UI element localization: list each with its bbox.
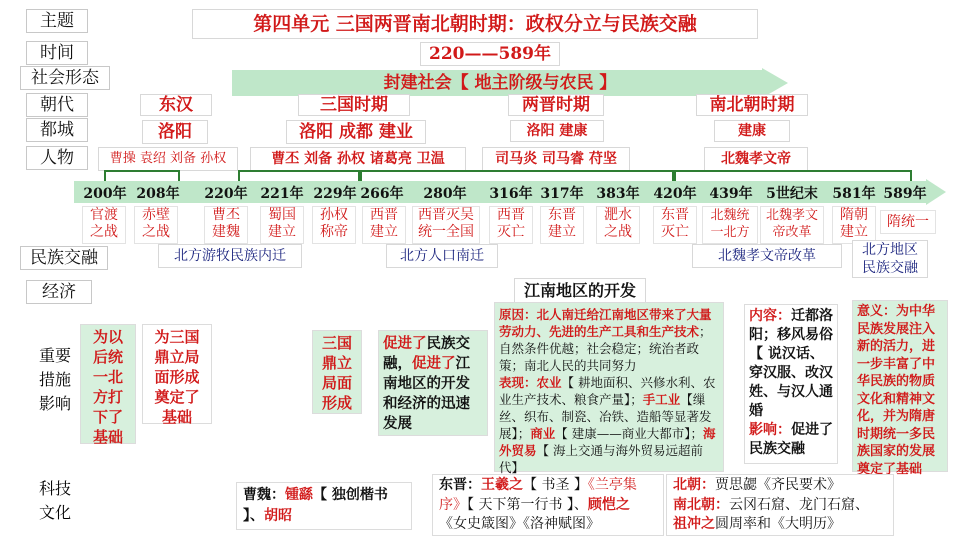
year-208: 208年 xyxy=(136,186,180,202)
zcz: 祖冲之 xyxy=(673,516,715,532)
event-guandu: 官渡 之战 xyxy=(82,206,126,244)
wei-name: 锺繇 xyxy=(285,487,313,503)
event-xiaowen-reform: 北魏孝文 帝改革 xyxy=(760,206,824,244)
dynasty-two-jin: 两晋时期 xyxy=(508,94,604,116)
year-420: 420年 xyxy=(653,186,697,202)
label-dynasty: 朝代 xyxy=(26,93,88,117)
sea-trade-label: 海外贸易 xyxy=(499,426,716,458)
commerce-desc: 【 建康——商业大都市】； xyxy=(555,426,704,441)
ethnic-north-fusion: 北方地区 民族交融 xyxy=(852,240,928,278)
year-383: 383年 xyxy=(596,186,640,202)
wxz-work: 【 书圣 】 xyxy=(523,477,588,493)
year-266: 266年 xyxy=(360,186,404,202)
m5-label1: 内容： xyxy=(749,308,791,324)
m4-d: 江南地区的开发和经济的迅速发展 xyxy=(383,355,470,432)
label-time: 时间 xyxy=(26,41,88,65)
label-topic: 主题 xyxy=(26,9,88,33)
south-label: 南北朝： xyxy=(673,496,729,513)
lanting: 《兰亭集序》 xyxy=(439,477,637,513)
south-text1: 云冈石窟、龙门石窟、 xyxy=(729,496,869,513)
m5-text2: 促进了民族交融 xyxy=(749,422,833,457)
measure-migration xyxy=(378,330,488,436)
time-range: 220——589年 xyxy=(420,42,560,66)
year-200: 200年 xyxy=(83,186,127,202)
event-shu: 蜀国 建立 xyxy=(260,206,304,244)
people-eastern-han: 曹操 袁绍 刘备 孙权 xyxy=(98,147,238,171)
north-text: 贾思勰《齐民要术》 xyxy=(715,477,841,493)
m6-text: 为中华民族发展注入新的活力，进一步丰富了中华民族的物质文化和精神文化，并为隋唐时期统一多民族国家的发展奠定了基础 xyxy=(857,304,936,477)
dynasty-three-kingdoms: 三国时期 xyxy=(298,94,410,116)
reason-red: 北人南迁给江南地区带来了大量劳动力、先进的生产工具和生产技术 xyxy=(499,307,712,339)
zcz-text: 圆周率和《大明历》 xyxy=(715,516,841,532)
capital-northern-southern: 建康 xyxy=(714,120,790,142)
capital-eastern-han: 洛阳 xyxy=(142,120,208,144)
year-280: 280年 xyxy=(423,186,467,202)
economy-title: 江南地区的开发 xyxy=(514,278,646,304)
m4-a: 促进了 xyxy=(383,335,427,352)
m4-c: 促进了 xyxy=(412,355,456,372)
page-title: 第四单元 三国两晋南北朝时期：政权分立与民族交融 xyxy=(192,9,758,39)
measure-guandu: 为以 后统 一北 方打 下了 基础 xyxy=(80,324,136,444)
craft-label: 手工业 xyxy=(642,392,681,407)
people-northern-southern: 北魏孝文帝 xyxy=(704,147,808,171)
society-form: 封建社会【 地主阶级与农民 】 xyxy=(383,73,617,93)
event-wei-unify-north: 北魏统 一北方 xyxy=(702,206,758,244)
m5-text1: 迁都洛阳；移风易俗【 说汉话、穿汉服、改汉姓、与汉人通婚 xyxy=(749,308,833,419)
m5-label2: 影响： xyxy=(749,422,791,438)
year-220: 220年 xyxy=(204,186,248,202)
measure-significance xyxy=(852,300,948,477)
ethnic-nomad-migration: 北方游牧民族内迁 xyxy=(158,244,302,268)
year-221: 221年 xyxy=(260,186,304,202)
people-three-kingdoms: 曹丕 刘备 孙权 诸葛亮 卫温 xyxy=(250,147,466,171)
science-jin xyxy=(432,474,664,536)
label-people: 人物 xyxy=(26,146,88,170)
capital-two-jin: 洛阳 建康 xyxy=(510,120,604,142)
year-317: 317年 xyxy=(540,186,584,202)
measure-xiaowen xyxy=(744,304,838,464)
gkz: 顾恺之 xyxy=(587,496,630,513)
year-316: 316年 xyxy=(489,186,533,202)
dynasty-eastern-han: 东汉 xyxy=(140,94,212,116)
year-439: 439年 xyxy=(709,186,753,202)
label-society: 社会形态 xyxy=(20,66,110,90)
agri-label: 农业 xyxy=(536,375,562,390)
m6-label: 意义： xyxy=(857,304,897,319)
event-feishui: 淝水 之战 xyxy=(596,206,640,244)
capital-three-kingdoms: 洛阳 成都 建业 xyxy=(286,120,426,144)
north-label: 北朝： xyxy=(673,477,715,493)
wei-name2: 胡昭 xyxy=(264,508,292,524)
label-capital: 都城 xyxy=(26,118,88,142)
science-wei xyxy=(236,482,412,530)
event-sui-unify: 隋统一 xyxy=(880,210,936,234)
ethnic-xiaowen-reform: 北魏孝文帝改革 xyxy=(692,244,842,268)
lanting-desc: 【 天下第一行书 】、 xyxy=(467,496,588,513)
event-cao-pi: 曹丕 建魏 xyxy=(204,206,248,244)
event-eastern-jin: 东晋 建立 xyxy=(540,206,584,244)
sea-desc: 【 海上交通与海外贸易远超前代】 xyxy=(499,443,703,475)
event-eastern-jin-fall: 东晋 灭亡 xyxy=(653,206,697,244)
gkz-works: 《女史箴图》《洛神赋图》 xyxy=(439,516,600,532)
reason-label: 原因： xyxy=(499,307,537,322)
year-589: 589年 xyxy=(883,186,927,202)
show-label: 表现： xyxy=(499,375,537,390)
dynasty-northern-southern: 南北朝时期 xyxy=(696,94,808,116)
year-581: 581年 xyxy=(832,186,876,202)
ethnic-north-south-migration: 北方人口南迁 xyxy=(386,244,498,268)
science-north-south xyxy=(666,474,894,536)
event-sui-founded: 隋朝 建立 xyxy=(832,206,876,244)
economy-card xyxy=(494,302,724,475)
event-western-jin-fall: 西晋 灭亡 xyxy=(489,206,533,244)
jin-label: 东晋： xyxy=(439,477,481,493)
m4-b: 民族交融， xyxy=(383,335,470,372)
wei-work: 【 独创楷书 】、 xyxy=(243,487,388,524)
commerce-label: 商业 xyxy=(530,426,556,441)
year-late-5th: 5世纪末 xyxy=(766,186,818,202)
wxz: 王羲之 xyxy=(481,477,523,493)
year-229: 229年 xyxy=(313,186,357,202)
event-jin-unify: 西晋灭吴 统一全国 xyxy=(412,206,480,244)
event-sun-quan: 孙权 称帝 xyxy=(312,206,356,244)
label-economy: 经济 xyxy=(26,280,92,304)
people-two-jin: 司马炎 司马睿 苻坚 xyxy=(482,147,630,171)
event-chibi: 赤壁 之战 xyxy=(134,206,178,244)
label-measures: 重要 措施 影响 xyxy=(38,346,71,413)
event-western-jin: 西晋 建立 xyxy=(362,206,406,244)
agri-desc: 【 耕地面积、兴修水利、农业生产技术、粮食产量】； xyxy=(499,375,716,407)
wei-label: 曹魏： xyxy=(243,487,285,503)
label-science: 科技 文化 xyxy=(38,479,71,522)
measure-three-kingdoms: 三国 鼎立 局面 形成 xyxy=(312,330,362,414)
label-ethnic: 民族交融 xyxy=(20,246,108,270)
measure-chibi: 为三国 鼎立局 面形成 奠定了 基础 xyxy=(142,324,212,424)
craft-desc: 【缫丝、织布、制瓷、冶铁、造船等显著发展】； xyxy=(499,392,712,441)
reason-rest: ；自然条件优越；社会稳定；统治者政策；南北人民的共同努力 xyxy=(499,324,712,373)
